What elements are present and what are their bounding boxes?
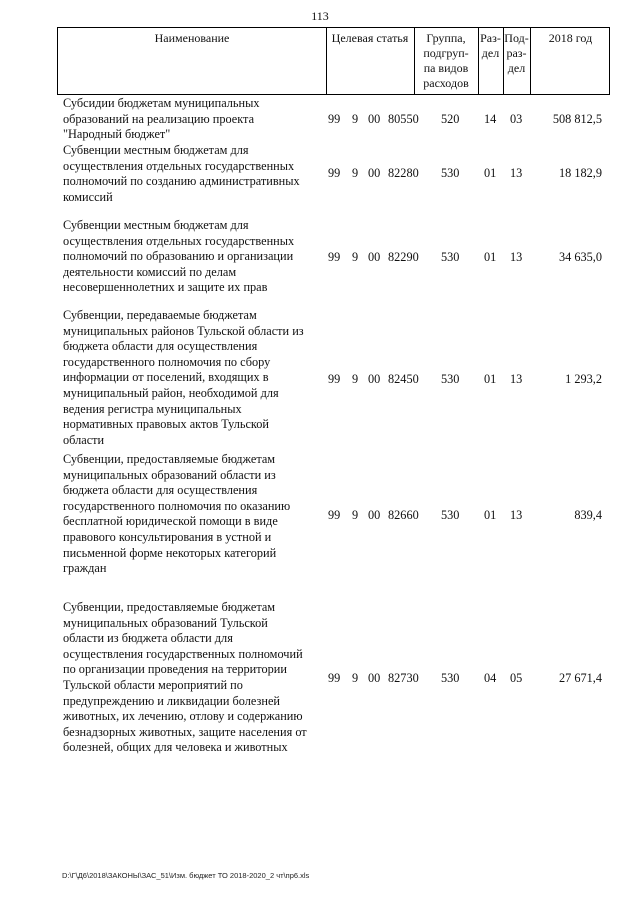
header-name: Наименование bbox=[154, 31, 230, 45]
header-year: 2018 год bbox=[548, 31, 593, 45]
row-amount: 34 635,0 bbox=[558, 250, 602, 264]
row-name: Субвенции, предоставляемые бюджетам муниципальных образований Тульской области из бюджета области для осуществления государственных полномочий по организации проведения на территории Тульской области мероприятий по предупреждению и ликвидации болезней животных, их лечению, отлову и содержанию безнадзорных животных, защите населения от болезней, общих для человека и животных bbox=[63, 600, 307, 755]
row-name: Субвенции местным бюджетам для осуществления отдельных государственных полномочий по образованию и организации деятельности комиссий по делам несовершеннолетних и защите их прав bbox=[63, 218, 295, 295]
header-razdel: Раз- дел bbox=[480, 31, 501, 60]
row-amount: 1 293,2 bbox=[565, 372, 602, 386]
header-target: Целевая статья bbox=[331, 31, 409, 45]
row-name: Субвенции местным бюджетам для осуществления отдельных государственных полномочий по созданию административных комиссий bbox=[63, 143, 300, 204]
page-number: 113 bbox=[311, 9, 329, 23]
row-amount: 18 182,9 bbox=[558, 166, 602, 180]
row-amount: 508 812,5 bbox=[552, 112, 602, 126]
header-podrazdel: Под- раз- дел bbox=[504, 31, 529, 75]
row-name: Субсидии бюджетам муниципальных образований на реализацию проекта "Народный бюджет" bbox=[63, 96, 260, 142]
file-path-footer: D:\Г\Д6\2018\ЗАКОНЫ\ЗАС_51\Изм. бюджет ТО 2018-2020_2 чт\пр6.xls bbox=[62, 871, 310, 880]
row-name: Субвенции, предоставляемые бюджетам муниципальных образований области из бюджета области для осуществления государственного полномочия по оказанию бесплатной юридической помощи в виде правового консультирования в устной и письменной форме некоторых категорий граждан bbox=[63, 452, 291, 576]
row-name: Субвенции, передаваемые бюджетам муниципальных районов Тульской области из бюджета области для осуществления государственного полномочия по сбору информации от поселений, входящих в муниципальный район, необходимой для ведения регистра муниципальных нормативных правовых актов Тульской области bbox=[63, 308, 304, 447]
row-amount: 27 671,4 bbox=[558, 671, 602, 685]
header-group: Группа, подгруп- па видов расходов bbox=[423, 31, 469, 90]
table-header bbox=[57, 27, 610, 95]
row-amount: 839,4 bbox=[574, 508, 602, 522]
